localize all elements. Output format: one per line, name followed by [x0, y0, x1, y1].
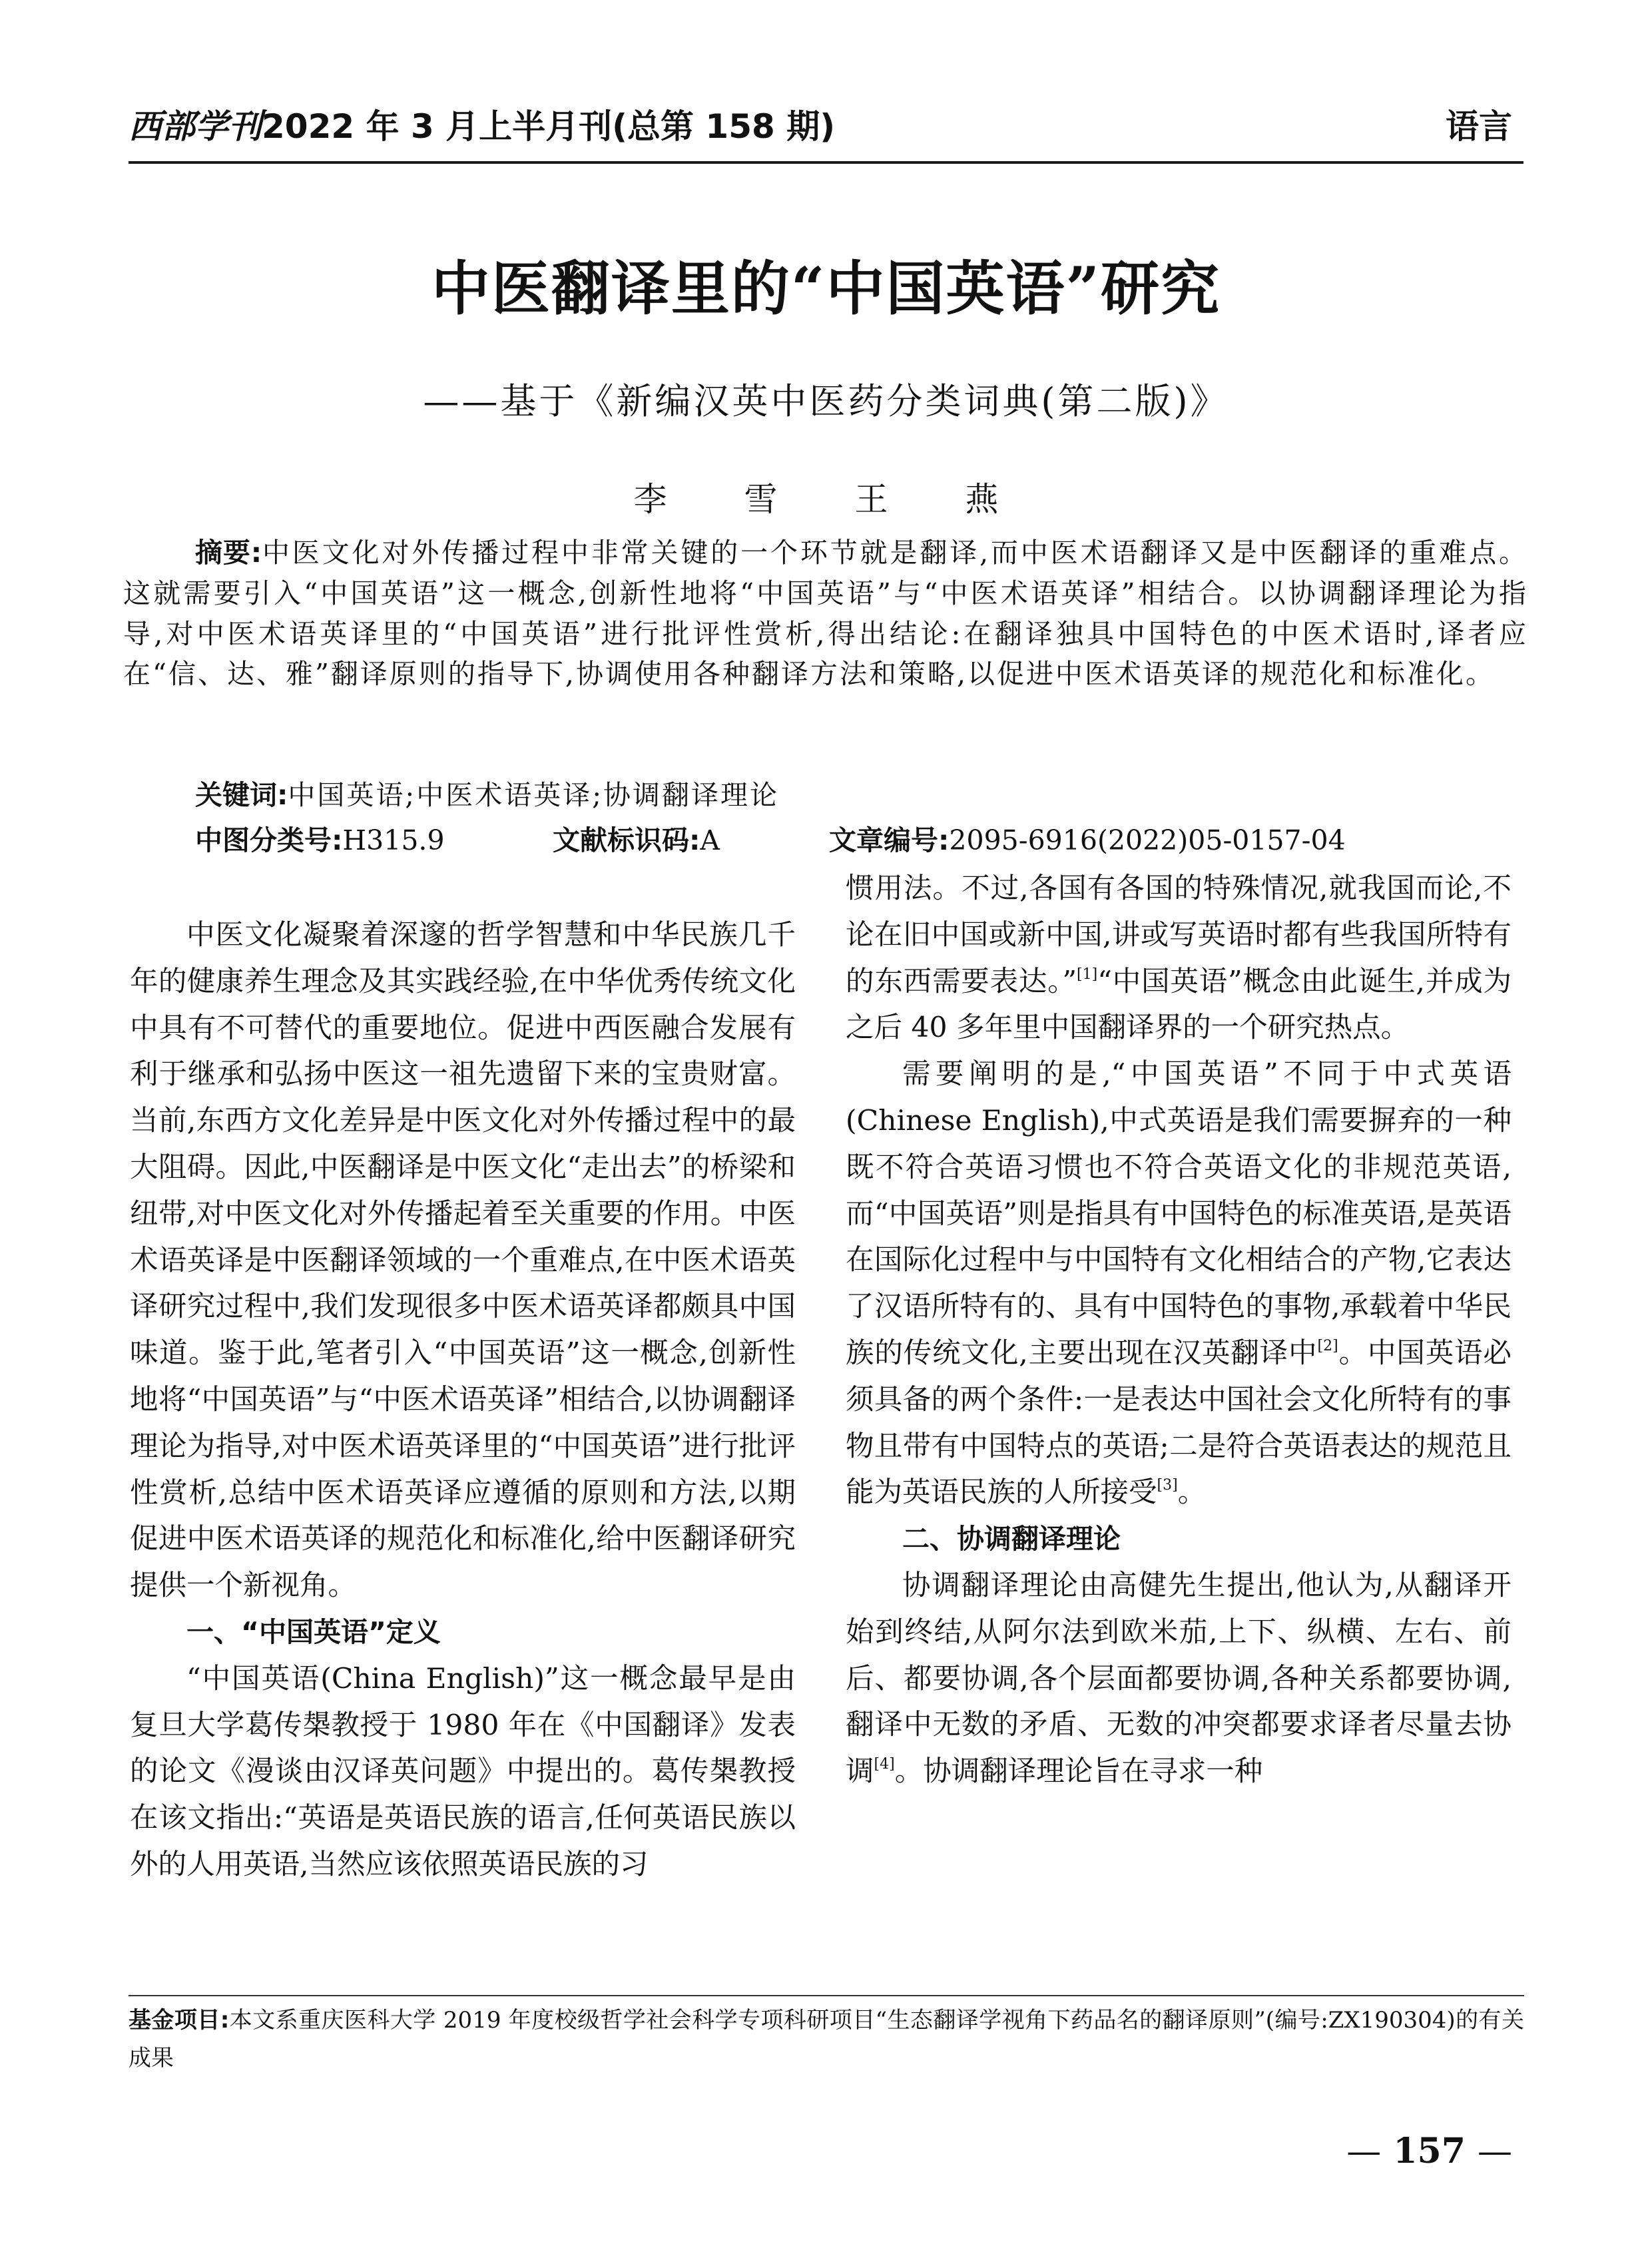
header-rule: [129, 161, 1523, 164]
citation-ref: [2]: [1317, 1337, 1338, 1354]
footnote-label: 基金项目:: [129, 2007, 230, 2034]
body-paragraph: [846, 1051, 1512, 1516]
paragraph-text: 。中国英语必须具备的两个条件:一是表达中国社会文化所特有的事物且带有中国特点的英语;二是符合英语表达的规范且能为英语民族的人所接受: [846, 1336, 1512, 1510]
page-dash-right: —: [1478, 2131, 1512, 2171]
section-heading-2: 二、协调翻译理论: [902, 1523, 1121, 1555]
citation-ref: [4]: [874, 1756, 895, 1773]
paragraph-text: 。: [1177, 1476, 1207, 1510]
clc-code: [195, 820, 445, 860]
body-paragraph: “中国英语(China English)”这一概念最早是由复旦大学葛传槼教授于 1980 年在《中国翻译》发表的论文《漫谈由汉译英问题》中提出的。葛传槼教授在该文指出:“英语是英语民族的语言,任何英语民族以外的人用英语,当然应该依照英语民族的习: [130, 1662, 796, 1881]
article-number: [829, 820, 1346, 860]
clc-label: 中图分类号:: [195, 824, 343, 856]
article-title: 中医翻译里的“中国英语”研究: [431, 254, 1221, 323]
running-header-left: [129, 107, 835, 146]
footnote-text: 本文系重庆医科大学 2019 年度校级哲学社会科学专项科研项目“生态翻译学视角下药品名的翻译原则”(编号:ZX190304)的有关成果: [129, 2007, 1524, 2072]
body-column-right: [846, 866, 1512, 1795]
funding-footnote: [129, 2002, 1524, 2078]
paragraph-text: 。协调翻译理论旨在寻求一种: [894, 1755, 1263, 1789]
keywords-text: 中国英语;中医术语英译;协调翻译理论: [288, 779, 780, 811]
page-number-value: 157: [1393, 2131, 1466, 2171]
section-name: 语言: [1446, 107, 1512, 146]
issue-info: 2022 年 3 月上半月刊(总第 158 期): [262, 107, 836, 146]
journal-masthead: 西部学刊: [129, 107, 262, 146]
body-paragraph: 中医文化凝聚着深邃的哲学智慧和中华民族几千年的健康养生理念及其实践经验,在中华优秀传统文化中具有不可替代的重要地位。促进中西医融合发展有利于继承和弘扬中医这一祖先遗留下来的宝贵财富。当前,东西方文化差异是中医文化对外传播过程中的最大阻碍。因此,中医翻译是中医文化“走出去”的桥梁和纽带,对中医文化对外传播起着至关重要的作用。中医术语英译是中医翻译领域的一个重难点,在中医术语英译研究过程中,我们发现很多中医术语英译都颇具中国味道。鉴于此,笔者引入“中国英语”这一概念,创新性地将“中国英语”与“中医术语英译”相结合,以协调翻译理论为指导,对中医术语英译里的“中国英语”进行批评性赏析,总结中医术语英译应遵循的原则和方法,以期促进中医术语英译的规范化和标准化,给中医翻译研究提供一个新视角。: [130, 919, 796, 1603]
citation-ref: [3]: [1157, 1477, 1178, 1494]
document-code: [553, 820, 720, 860]
art-value: 2095-6916(2022)05-0157-04: [949, 824, 1346, 856]
paragraph-text: 惯用法。不过,各国有各国的特殊情况,就我国而论,不论在旧中国或新中国,讲或写英语时都有些我国所特有的东西需要表达。”: [846, 872, 1512, 998]
abstract-text: 中医文化对外传播过程中非常关键的一个环节就是翻译,而中医术语翻译又是中医翻译的重难点。这就需要引入“中国英语”这一概念,创新性地将“中国英语”与“中医术语英译”相结合。以协调翻译理论为指导,对中医术语英译里的“中国英语”进行批评性赏析,得出结论:在翻译独具中国特色的中医术语时,译者应在“信、达、雅”翻译原则的指导下,协调使用各种翻译方法和策略,以促进中医术语英译的规范化和标准化。: [123, 537, 1528, 691]
footnote-rule: [129, 1995, 1524, 1996]
clc-value: H315.9: [342, 824, 445, 856]
page-dash-left: —: [1346, 2131, 1382, 2171]
abstract-label: 摘要:: [195, 537, 262, 569]
abstract: [123, 533, 1528, 695]
citation-ref: [1]: [1077, 966, 1098, 983]
body-column-left: [130, 912, 796, 1888]
article-authors: 李 雪 王 燕: [633, 480, 1019, 519]
body-paragraph: [846, 866, 1512, 1051]
section-heading-1: 一、“中国英语”定义: [186, 1615, 441, 1648]
paragraph-text: 需要阐明的是,“中国英语”不同于中式英语(Chinese English),中式英语是我们需要摒弃的一种既不符合英语习惯也不符合英语文化的非规范英语,而“中国英语”则是指具有中国特色的标准英语,是英语在国际化过程中与中国特有文化相结合的产物,它表达了汉语所特有的、具有中国特色的事物,承载着中华民族的传统文化,主要出现在汉英翻译中: [846, 1058, 1512, 1370]
article-subtitle: ——基于《新编汉英中医药分类词典(第二版)》: [423, 380, 1229, 422]
keywords-label: 关键词:: [195, 779, 288, 811]
body-paragraph: [846, 1563, 1512, 1795]
art-label: 文章编号:: [829, 824, 950, 856]
page-number: [1346, 2131, 1512, 2171]
doc-value: A: [700, 824, 720, 856]
doc-label: 文献标识码:: [553, 824, 700, 856]
keywords: [195, 775, 779, 815]
paragraph-text: 协调翻译理论由高健先生提出,他认为,从翻译开始到终结,从阿尔法到欧米茄,上下、纵横、左右、前后、都要协调,各个层面都要协调,各种关系都要协调,翻译中无数的矛盾、无数的冲突都要求译者尽量去协调: [846, 1569, 1512, 1789]
paragraph-text: “中国英语”概念由此诞生,并成为之后 40 多年里中国翻译界的一个研究热点。: [846, 965, 1512, 1045]
